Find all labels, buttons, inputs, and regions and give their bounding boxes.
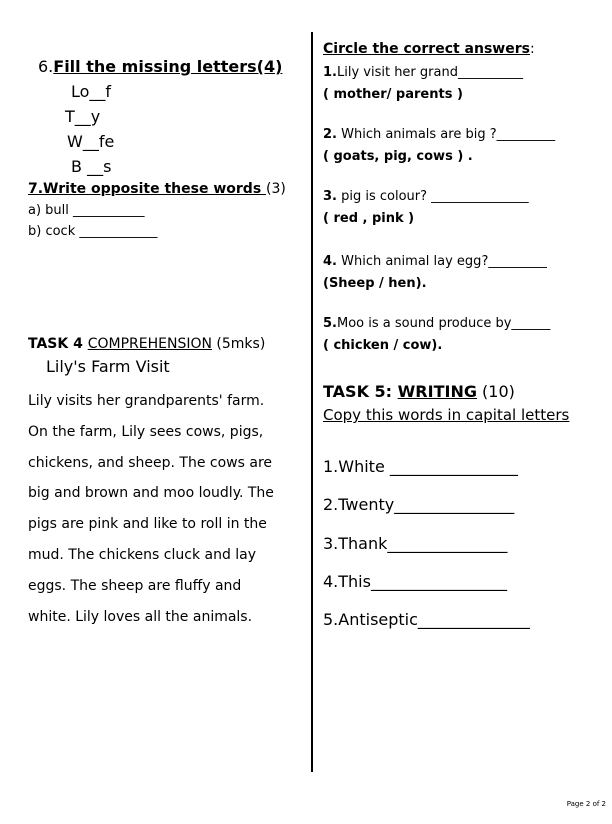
story-line: white. Lily loves all the animals.	[28, 608, 253, 625]
missing-letter-word: B __s	[71, 157, 112, 176]
question-5-text: 5.Moo is a sound produce by______	[323, 316, 551, 331]
question-5-options: ( chicken / cow).	[323, 338, 443, 353]
question-2-options: ( goats, pig, cows ) .	[323, 149, 473, 164]
writing-item: 3.Thank_______________	[323, 534, 508, 553]
column-divider	[311, 32, 313, 772]
circle-answers-title: Circle the correct answers	[323, 41, 530, 57]
story-line: mud. The chickens cluck and lay	[28, 546, 257, 563]
story-paragraph	[28, 386, 298, 632]
question-4-options: (Sheep / hen).	[323, 276, 427, 291]
story-line: pigs are pink and like to roll in the	[28, 516, 267, 533]
writing-item: 2.Twenty_______________	[323, 495, 515, 514]
story-line: Lily visits her grandparents' farm.	[28, 393, 265, 409]
story-line: chickens, and sheep. The cows are	[28, 454, 273, 471]
story-title: Lily's Farm Visit	[46, 357, 170, 376]
writing-item: 5.Antiseptic______________	[323, 610, 530, 629]
task-5-instruction: Copy this words in capital letters	[323, 406, 570, 424]
writing-item: 4.This_________________	[323, 572, 507, 591]
task-4-marks: (5mks)	[211, 336, 266, 352]
page-number: Page 2 of 2	[566, 800, 606, 808]
question-3-options: ( red , pink )	[323, 211, 415, 226]
story-line: big and brown and moo loudly. The	[28, 485, 274, 502]
task-5-marks: (10)	[476, 382, 515, 401]
task-5-title: WRITING	[397, 382, 477, 401]
question-4-text: 4. Which animal lay egg?_________	[323, 254, 547, 269]
opposite-item: b) cock ____________	[28, 224, 158, 239]
task-5-heading	[323, 382, 515, 401]
missing-letter-word: Lo__f	[71, 82, 112, 101]
missing-letter-word: W__fe	[67, 132, 115, 151]
question-2-text: 2. Which animals are big ?_________	[323, 127, 556, 142]
question-6-title: Fill the missing letters(4)	[53, 57, 283, 76]
task-4-label: TASK 4	[28, 336, 88, 352]
question-7-marks: (3)	[266, 181, 286, 197]
question-6-number: 6.	[38, 57, 54, 76]
opposite-item: a) bull ___________	[28, 203, 145, 218]
circle-answers-heading: Circle the correct answers:	[323, 41, 535, 57]
task-4-heading	[28, 336, 265, 352]
question-1-options: ( mother/ parents )	[323, 87, 463, 102]
story-line: On the farm, Lily sees cows, pigs,	[28, 423, 264, 440]
task-5-label: TASK 5:	[323, 382, 398, 401]
story-line: eggs. The sheep are fluffy and	[28, 577, 242, 594]
question-3-text: 3. pig is colour? _______________	[323, 189, 529, 204]
missing-letter-word: T__y	[65, 107, 101, 126]
question-6-heading	[38, 57, 282, 76]
question-7-title: 7.Write opposite these words	[28, 181, 267, 197]
task-4-title: COMPREHENSION	[87, 336, 212, 352]
question-7-heading	[28, 181, 286, 197]
question-1-text: 1.Lily visit her grand__________	[323, 65, 523, 80]
writing-item: 1.White ________________	[323, 457, 518, 476]
